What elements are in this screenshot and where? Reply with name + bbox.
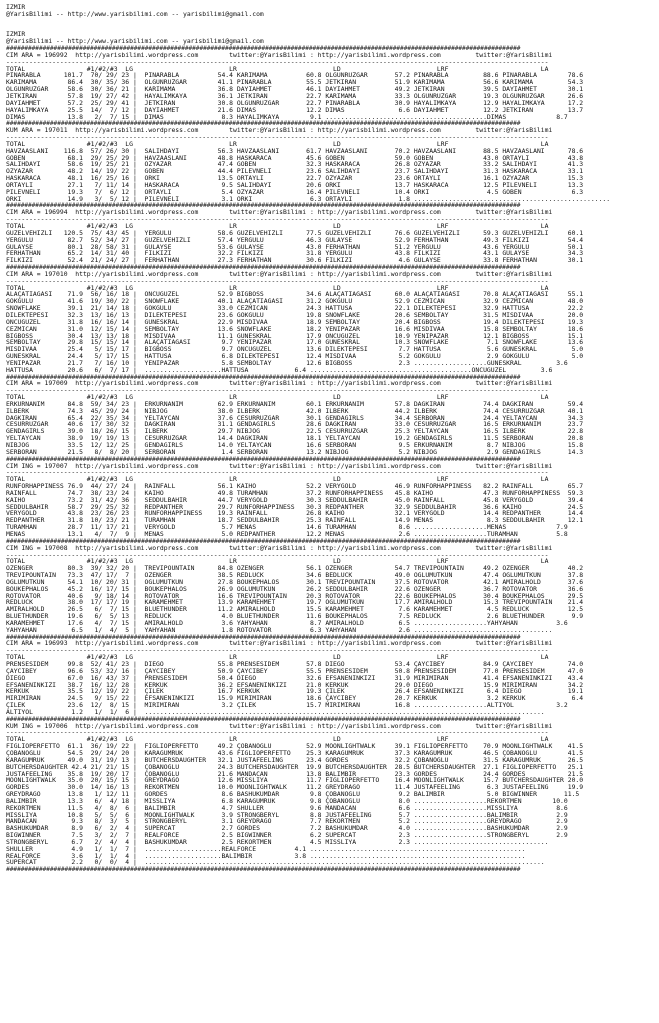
separator-line: #############################################################################################################################################: [6, 633, 521, 641]
race-header: KUM ING = 197006 http://yarisbilimi.wordpress.com twitter:@YarisBilimi : http://yarisbilimi.wordpress.com twitter:@YarisBilimi: [6, 722, 553, 730]
table-row: AMIRALHOLD 26.5 6/ 7/ 15 | BLUETHUNDER 11.2 AMIRALHOLD 15.5 KARAMEHMET 7.6 KARAMEHMET 4.5 REDLUCK 12.5: [6, 606, 584, 614]
table-row: GÖRDES 30.0 14/ 16/ 13 | REKORTMEN 10.0 MOONLIGHTWALK 11.2 GREYDRAGO 11.4 JUSTAFEELING 6.3 JUSTAFEELING 19.9: [6, 784, 584, 792]
table-row: KARAGÜMRÜK 49.0 31/ 19/ 13 | BUTCHERSDAUGHTER 32.1 JUSTAFEELING 23.4 GÖRDES 32.2 ÇOBANOGLU 31.5 KARAGÜMRÜK 26.5: [6, 756, 584, 764]
table-row: GREYDRAGO 13.8 1/ 12/ 11 | GÖRDES 8.6 BASHÜKÜMDAR 9.8 ÇOBANOGLU 9.2 BALIMBIR 5.0 BIGWINNER 11.5: [6, 791, 580, 798]
table-row: MIRIMIRAN 24.5 9/ 15/ 22 | EFSANENINKIZI 15.9 MIRIMIRAN 18.6 ÇAYCIBEY 20.7 KERKÜK 3.2 KERKÜK 6.4: [6, 695, 584, 703]
rule-line: ---------------------------------------------------------------------------------------------------------------------------------------------: [6, 134, 549, 141]
separator-line: #############################################################################################################################################: [6, 45, 521, 52]
race-header: CIM ARA = 196993 http://yarisbilimi.wordpress.com twitter:@YarisBilimi : http://yarisbilimi.wordpress.com twitter:@YarisBilimi: [6, 640, 553, 648]
table-row: FERHATHAN 65.2 14/ 31/ 40 | FILKIZI 32.2 FILKIZI 31.8 YERGÜLÜ 43.8 FILKIZI 43.1 GÜLAYSE 34.3: [6, 250, 584, 258]
table-row: MOONLIGHTWALK 35.0 20/ 15/ 15 | GREYDRAGO 12.6 MISSLIYA 11.7 FIGLIOPERFETTO 16.4 MOONLIGHTWALK 15.7 BUTCHERSDAUGHTER 20.0: [6, 777, 584, 785]
table-row: SERBORAN 21.5 8/ 8/ 20 | SERBORAN 1.4 SERBORAN 13.2 NIBJOG 5.2 NIBJOG 2.9 GENDAGIRLS 14.3: [6, 448, 584, 456]
table-row: BOUKEPHALOS 45.2 16/ 17/ 15 | BOUKEPHALOS 26.9 OGLUMUTKUN 26.2 SEDDÜLBAHIR 22.6 ÖZENGER 36.7 ROTOVATÖR 36.6: [6, 585, 584, 593]
city-title: IZMIR: [6, 4, 26, 11]
table-row: ILBERK 74.3 45/ 29/ 24 | NIBJOG 38.0 ILBERK 42.0 ILBERK 44.2 ILBERK 74.4 CESURRÜZGAR 40.1: [6, 407, 584, 415]
table-row: YERGÜLÜ 82.7 52/ 34/ 27 | GÜZELVEHIZLI 57.4 YERGÜLÜ 46.3 GÜLAYSE 52.9 FERHATHAN 49.3 FILKIZI 54.4: [6, 236, 584, 244]
race-section: [6, 456, 659, 538]
table-row: KARIMAMA 86.4 30/ 35/ 36 | OLGUNRÜZGAR 41.1 PINARABLA 55.5 JETKIRAN 51.9 KARIMAMA 56.6 KARIMAMA 54.3: [6, 79, 584, 87]
spacer: [6, 25, 659, 32]
race-section: [6, 716, 659, 867]
table-row: SNOWFLAKE 39.1 21/ 14/ 18 | GÖKGÜLÜ 33.0 CEZMICAN 24.3 HATTUSA 22.1 DILEKTEPESI 32.9 HATTUSA 22.2: [6, 305, 584, 312]
table-row: PRENSESIDEM 99.8 52/ 41/ 23 | DIEGO 55.8 PRENSESIDEM 57.8 DIEGO 53.4 ÇAYCIBEY 84.9 ÇAYCIBEY 74.0: [6, 661, 584, 668]
table-row: ÖZYAZAR 48.2 14/ 19/ 22 | GOBEN 44.4 PILEVNELI 23.6 SALIHDAYI 23.7 SALIHDAYI 31.3 HASKARACA 33.1: [6, 168, 584, 176]
table-row: ERKURNANIM 84.8 59/ 34/ 23 | ERKURNANIM 62.9 ERKURNANIM 60.1 ERKURNANIM 57.8 DAGKIRAN 74.4 DAGKIRAN 59.4: [6, 400, 584, 408]
table-row: JUSTAFEELING 35.8 19/ 20/ 17 | ÇOBANOGLU 21.6 MANDACAN 13.8 BALIMBIR 23.3 GÖRDES 24.4 GÖRDES 21.5: [6, 770, 584, 778]
table-row: ÇOBANOGLU 54.5 29/ 24/ 20 | KARAGÜMRÜK 43.6 FIGLIOPERFETTO 25.3 KARAGÜMRÜK 37.3 KARAGÜMRÜK 46.5 ÇOBANOGLU 41.5: [6, 749, 584, 757]
table-row: KAIHO 73.2 31/ 42/ 36 | SEDDÜLBAHIR 44.7 VERYGOLD 30.3 SEDDÜLBAHIR 45.0 RAINFALL 45.8 VERYGOLD 39.4: [6, 496, 584, 504]
credit-line: @YarisBilimi -- http://www.yarisbilimi.com -- yarisbilimi@gmail.com: [6, 10, 264, 18]
table-row: FIGLIOPERFETTO 61.1 36/ 19/ 22 | FIGLIOPERFETTO 49.2 ÇOBANOGLU 52.9 MOONLIGHTWALK 39.1 FIGLIOPERFETTO 70.9 MOONLIGHTWALK 41.5: [6, 743, 584, 750]
table-row: BALIMBIR 13.3 6/ 4/ 18 | MISSLIYA 6.8 KARAGÜMRÜK 9.8 ÇOBANOGLU 8.0 ...................REKORTMEN 10.0: [6, 797, 568, 805]
table-row: GÜNESKRAL 24.4 5/ 17/ 15 | HATTUSA 6.8 DILEKTEPESI 12.4 MISDIVAA 5.2 GÖKGÜLÜ 2.9 GÖKGÜLÜ 5.0: [6, 353, 584, 360]
column-header: TOTAL #1/#2/#3 LG LR LD LRF LA: [6, 140, 549, 148]
table-row: ORTAYLI 27.1 7/ 11/ 14 | HASKARACA 9.5 SALIHDAYI 20.6 ORKI 13.7 HASKARACA 12.5 PILEVNELI 13.3: [6, 181, 584, 189]
table-row: MENAS 13.1 4/ 7/ 9 | MENAS 5.0 REDPANTHER 12.2 MENAS 2.6 ...................TURAMHAN 5.8: [6, 530, 568, 538]
table-row: HAYALIMKAYA 25.5 14/ 7/ 12 | DAYIAHMET 21.6 DIMAS 12.2 DIMAS 6.6 DAYIAHMET 12.2 JETKIRAN 13.7: [6, 106, 584, 114]
table-row: BLUETHUNDER 19.6 6/ 5/ 13 | REDLUCK 4.0 BLUETHUNDER 11.6 BOUKEPHALOS 7.5 REDLUCK 2.6 BLUETHUNDER 9.9: [6, 613, 584, 620]
table-row: VERYGOLD 43.8 23/ 26/ 23 | RUNFORHAPPINESS 19.3 RAINFALL 26.8 KAIHO 32.1 VERYGOLD 14.4 REDPANTHER 14.4: [6, 510, 584, 518]
table-row: MISDIVAA 25.4 5/ 15/ 17 | BIGBOSS 9.7 ÖNCÜGÜZEL 13.6 DILEKTEPESI 7.7 HATTUSA 5.6 GÜNESKRAL 5.0: [6, 346, 584, 354]
city-title-repeat: IZMIR: [6, 31, 26, 39]
table-row: KARAMEHMET 17.6 4/ 7/ 15 | AMIRALHOLD 3.6 YAHYAHAN 8.7 AMIRALHOLD 6.5 ...................YAHYAHAN 3.6: [6, 619, 568, 627]
separator-line: #############################################################################################################################################: [6, 264, 521, 271]
table-row: ÖZENGER 80.3 39/ 32/ 20 | TREVIPOUNTAIN 84.8 ÖZENGER 56.1 ÖZENGER 54.7 TREVIPOUNTAIN 49.2 ÖZENGER 40.2: [6, 565, 584, 573]
column-header: TOTAL #1/#2/#3 LG LR LD LRF LA: [6, 558, 549, 566]
table-row: NIBJOG 33.5 12/ 12/ 25 | GENDAGIRLS 14.0 YELTAYCAN 16.6 SERBORAN 9.5 ERKURNANIM 8.7 NIBJOG 15.8: [6, 442, 584, 449]
table-row: KERKÜK 35.5 12/ 19/ 22 | ÇILEK 16.7 KERKÜK 19.3 ÇILEK 26.4 EFSANENINKIZI 6.4 DIEGO 19.1: [6, 688, 584, 696]
separator-line: #############################################################################################################################################: [6, 202, 521, 210]
table-row: HAVZAASLANI 116.8 57/ 26/ 30 | SALIHDAYI 56.3 HAVZAASLANI 61.7 HAVZAASLANI 70.2 HAVZAASLANI 88.5 HAVZAASLANI 78.6: [6, 147, 584, 155]
table-row: CESURRÜZGAR 40.6 17/ 30/ 32 | DAGKIRAN 31.1 GENDAGIRLS 28.6 DAGKIRAN 33.0 CESURRÜZGAR 16.5 ERKURNANIM 23.7: [6, 421, 584, 429]
table-row: RUNFORHAPPINESS 76.9 44/ 27/ 24 | RAINFALL 56.1 KAIHO 52.2 VERYGOLD 46.9 RUNFORHAPPINESS 82.2 RAINFALL 65.7: [6, 483, 584, 490]
race-section: [6, 264, 659, 374]
rule-line: ---------------------------------------------------------------------------------------------------------------------------------------------: [6, 277, 549, 285]
table-row: YENIPAZAR 21.7 7/ 16/ 10 | YENIPAZAR 5.8 SEMBOLTAY 12.6 BIGBOSS 2.3 ...................GÜNESKRAL 3.6: [6, 359, 568, 367]
race-header: CIM ING = 197008 http://yarisbilimi.wordpress.com twitter:@YarisBilimi : http://yarisbilimi.wordpress.com twitter:@YarisBilimi: [6, 544, 553, 552]
rule-line: ---------------------------------------------------------------------------------------------------------------------------------------------: [6, 387, 549, 395]
separator-line: #############################################################################################################################################: [6, 120, 521, 128]
table-row: ÇILEK 23.6 12/ 8/ 15 | MIRIMIRAN 3.2 ÇILEK 15.7 MIRIMIRAN 16.8 ...................ALTIYOL 3.2: [6, 702, 568, 709]
table-row: REDLUCK 38.0 17/ 17/ 19 | KARAMEHMET 13.9 KARAMEHMET 19.7 OGLUMUTKUN 17.7 AMIRALHOLD 15.3 TREVIPOUNTAIN 21.4: [6, 599, 584, 607]
separator-line: #############################################################################################################################################: [6, 373, 521, 381]
column-header: TOTAL #1/#2/#3 LG LR LD LRF LA: [6, 223, 549, 230]
table-row: GÜZELVEHIZLI 120.5 75/ 43/ 45 | YERGÜLÜ 58.6 GÜZELVEHIZLI 77.5 GÜZELVEHIZLI 76.6 GÜZELVEHIZLI 59.3 GÜZELVEHIZLI 60.1: [6, 229, 584, 237]
table-row: BIGWINNER 7.5 3/ 2/ 7 | REALFORCE 2.5 BIGWINNER 6.2 SUPERCAT 2.3 ...................STRONGBERYL 2.9: [6, 832, 568, 839]
race-header: CIM ARA = 197009 http://yarisbilimi.wordpress.com twitter:@YarisBilimi : http://yarisbilimi.wordpress.com twitter:@YarisBilimi: [6, 380, 553, 388]
table-row: OGLUMUTKUN 54.1 10/ 20/ 31 | OGLUMUTKUN 27.8 BOUKEPHALOS 30.1 TREVIPOUNTAIN 37.5 ROTOVATÖR 42.1 AMIRALHOLD 37.6: [6, 578, 584, 586]
table-row: REKORTMEN 11.5 4/ 8/ 6 | BALIMBIR 4.7 SHULLER 9.6 MANDACAN 6.6 ...................MISSLIYA 8.6: [6, 804, 568, 812]
table-row: PILEVNELI 19.3 7/ 6/ 12 | ORTAYLI 5.4 ÖZYAZAR 16.4 PILEVNELI 10.4 ORKI 4.5 GOBEN 6.3: [6, 188, 584, 196]
race-section: [6, 202, 659, 264]
race-section: [6, 538, 659, 634]
table-row: SHULLER 4.9 1/ 1/ 7 | ....................REALFORCE 4.1 ........................................................: [6, 845, 526, 853]
table-row: HATTUSA 20.6 6/ 7/ 17 | ....................HATTUSA 6.4 ..........................................ÖNCÜGÜZEL 3.6: [6, 366, 553, 374]
table-row: TURAMHAN 28.7 11/ 17/ 21 | VERYGOLD 5.7 MENAS 14.6 TURAMHAN 8.6 ...................MENAS 7.9: [6, 524, 568, 531]
table-row: ALTIYOL 1.2 1/ 1/ 6 | ........................................................................................................: [6, 708, 545, 716]
spacer: [6, 18, 659, 25]
column-header: TOTAL #1/#2/#3 LG LR LD LRF LA: [6, 736, 549, 744]
column-header: TOTAL #1/#2/#3 LG LR LD LRF LA: [6, 284, 549, 292]
column-header: TOTAL #1/#2/#3 LG LR LD LRF LA: [6, 65, 549, 73]
column-header: TOTAL #1/#2/#3 LG LR LD LRF LA: [6, 476, 549, 484]
table-row: DIMAS 13.8 2/ 7/ 15 | DIMAS 8.3 HAYALIMKAYA 9.1 ..........................................DIMAS 8.7: [6, 113, 568, 121]
table-row: BUTCHERSDAUGHTER 42.4 21/ 21/ 15 | ÇOBANOGLU 24.3 BUTCHERSDAUGHTER 19.9 BUTCHERSDAUGHTER 28.5 BUTCHERSDAUGHTER 27.1 FIGLIOPERFETTO 25.1: [6, 763, 584, 771]
table-row: MANDACAN 9.3 8/ 3/ 5 | STRONGBERYL 3.1 GREYDRAGO 7.7 REKORTMEN 5.2 ...................GREYDRAGO 2.9: [6, 818, 568, 826]
separator-line: #############################################################################################################################################: [6, 455, 521, 463]
table-row: GÖKGÜLÜ 41.6 19/ 30/ 22 | SNOWFLAKE 40.1 ALAÇATIAGASI 31.2 GÖKGÜLÜ 52.9 CEZMICAN 32.9 CEZMICAN 48.0: [6, 298, 584, 306]
table-row: STRONGBERYL 6.7 2/ 4/ 4 | BASHÜKÜMDAR 2.5 REKORTMEN 4.5 MISSLIYA 2.3 ...................................: [6, 838, 549, 846]
table-row: ALAÇATIAGASI 71.9 56/ 16/ 18 | ÖNCÜGÜZEL 52.9 BIGBOSS 34.6 ALAÇATIAGASI 60.0 ALAÇATIAGASI 70.8 ALAÇATIAGASI 55.1: [6, 291, 584, 299]
table-row: DILEKTEPESI 32.3 13/ 16/ 13 | DILEKTEPESI 23.6 GÖKGÜLÜ 19.8 SNOWFLAKE 20.6 SEMBOLTAY 31.5 MISDIVAA 20.0: [6, 311, 584, 319]
race-header: KUM ARA = 197011 http://yarisbilimi.wordpress.com twitter:@YarisBilimi : http://yarisbilimi.wordpress.com twitter:@YarisBilimi: [6, 127, 553, 135]
table-row: TREVIPOUNTAIN 73.3 47/ 17/ 7 | ÖZENGER 38.5 REDLUCK 34.6 BEDLUCK 49.0 OGLUMUTKUN 47.4 OGLUMUTKUN 37.8: [6, 572, 584, 579]
table-row: SUPERCAT 2.2 0/ 0/ 4 | ........................................................................................................: [6, 859, 545, 867]
race-section: [6, 45, 659, 120]
race-header: CIM ARA = 196992 http://yarisbilimi.wordpress.com twitter:@YarisBilimi : http://yarisbilimi.wordpress.com twitter:@YarisBilimi: [6, 51, 553, 59]
table-row: MISSLIYA 10.8 5/ 5/ 6 | MOONLIGHTWALK 3.9 STRONGBERYL 8.8 JUSTAFEELING 5.7 ...................BALIMBIR 2.9: [6, 811, 568, 819]
race-section: [6, 634, 659, 716]
race-header: CIM ARA = 196994 http://yarisbilimi.wordpress.com twitter:@YarisBilimi : http://yarisbilimi.wordpress.com twitter:@YarisBilimi: [6, 209, 553, 217]
table-row: ROTOVATÖR 40.6 9/ 18/ 14 | ROTOVATÖR 16.6 TREVIPOUNTAIN 20.3 ROTOVATÖR 22.6 BOUKEPHALOS 30.4 BOUKEPHALOS 29.5: [6, 592, 584, 600]
rule-line: ---------------------------------------------------------------------------------------------------------------------------------------------: [6, 551, 549, 559]
table-row: RAINFALL 74.7 38/ 23/ 24 | KAIHO 49.8 TURAMHAN 37.2 RUNFORHAPPINESS 45.8 KAIHO 47.3 RUNFORHAPPINESS 59.3: [6, 489, 584, 497]
separator-line: #############################################################################################################################################: [6, 866, 521, 874]
credit-line-repeat: @YarisBilimi -- http://www.yarisbilimi.com -- yarisbilimi@gmail.com: [6, 38, 264, 46]
race-section: [6, 120, 659, 202]
race-section: [6, 374, 659, 456]
table-row: GÜLAYSE 80.1 28/ 58/ 31 | GÜLAYSE 53.6 GÜLAYSE 43.0 FERHATHAN 51.2 YERGÜLÜ 43.6 YERGÜLÜ 50.1: [6, 243, 584, 251]
table-row: YAHYAHAN 6.5 1/ 4/ 5 | YAHYAHAN 1.8 ROTOVATÖR 6.3 YAHYAHAN 2.6 ....................................: [6, 626, 553, 634]
column-header: TOTAL #1/#2/#3 LG LR LD LRF LA: [6, 394, 549, 401]
rule-line: ---------------------------------------------------------------------------------------------------------------------------------------------: [6, 647, 549, 655]
table-row: REALFORCE 3.6 1/ 1/ 4 | ....................BALIMBIR 3.8 ........................................................: [6, 852, 526, 860]
rule-line: ---------------------------------------------------------------------------------------------------------------------------------------------: [6, 469, 549, 477]
table-row: ÖNCÜGÜZEL 31.8 16/ 16/ 14 | GÜNESKRAL 22.9 MISDIVAA 18.9 SEMBOLTAY 20.4 BIGBOSS 19.4 DILEKTEPESI 19.3: [6, 318, 584, 326]
table-row: SALIHDAYI 58.6 19/ 25/ 21 | ÖZYAZAR 47.4 GOBEN 32.3 HASKARACA 26.8 ÖZYAZAR 33.2 SALIHDAYI 41.3: [6, 161, 584, 169]
table-row: FILKIZI 52.4 21/ 24/ 27 | FERHATHAN 27.3 FERHATHAN 30.6 FILKIZI 4.6 GÜLAYSE 33.8 FERHATHAN 30.1: [6, 257, 584, 265]
table-row: ÇAYCIBEY 96.6 53/ 32/ 16 | ÇAYCIBEY 50.9 ÇAYCIBEY 55.5 PRENSESIDEM 50.8 PRENSESIDEM 77.0 PRENSESIDEM 47.0: [6, 667, 584, 675]
rule-line: ---------------------------------------------------------------------------------------------------------------------------------------------: [6, 216, 549, 223]
column-header: TOTAL #1/#2/#3 LG LR LD LRF LA: [6, 654, 549, 661]
table-row: YELTAYCAN 38.9 19/ 19/ 13 | CESURRÜZGAR 14.4 DAGKIRAN 18.1 YELTAYCAN 19.2 GENDAGIRLS 11.5 SERBORAN 20.8: [6, 435, 584, 442]
separator-line: #############################################################################################################################################: [6, 537, 521, 545]
table-row: PINARABLA 101.7 70/ 29/ 23 | PINARABLA 54.4 KARIMAMA 60.8 OLGUNRÜZGAR 57.2 PINARABLA 88.6 PINARABLA 78.6: [6, 72, 584, 80]
table-row: SEDDÜLBAHIR 58.7 29/ 25/ 32 | REDPANTHER 29.7 RUNFORHAPPINESS 30.3 REDPANTHER 32.9 SEDDÜLBAHIR 36.6 KAIHO 24.5: [6, 503, 584, 511]
table-row: EFSANENINKIZI 38.7 16/ 12/ 28 | KERKÜK 36.2 EFSANENINKIZI 21.0 KERKÜK 29.0 DIEGO 15.9 MIRIMIRAN 34.2: [6, 681, 584, 689]
race-header: CIM ARA = 197010 http://yarisbilimi.wordpress.com twitter:@YarisBilimi : http://yarisbilimi.wordpress.com twitter:@YarisBilimi: [6, 270, 553, 278]
table-row: OLGUNRÜZGAR 58.6 30/ 36/ 21 | KARIMAMA 36.8 DAYIAHMET 46.1 DAYIAHMET 49.2 JETKIRAN 39.5 DAYIAHMET 30.1: [6, 86, 584, 93]
race-sections: [6, 45, 659, 873]
table-row: BIGBOSS 30.4 13/ 13/ 18 | MISDIVAA 11.1 GÜNESKRAL 17.9 ÖNCÜGÜZEL 10.9 YENIPAZAR 12.1 BIGBOSS 15.1: [6, 332, 584, 340]
table-row: BASHÜKÜMDAR 8.9 6/ 2/ 4 | SUPERCAT 2.7 GÖRDES 7.2 BASHÜKÜMDAR 4.0 ...................BASHÜKÜMDAR 2.9: [6, 825, 568, 833]
table-row: DAYIAHMET 57.2 25/ 29/ 41 | JETKIRAN 30.8 OLGUNRÜZGAR 22.7 PINARABLA 30.9 HAYALIMKAYA 12.9 HAYALIMKAYA 17.2: [6, 99, 584, 107]
table-row: ORKI 14.9 3/ 5/ 12 | PILEVNELI 3.1 ORKI 6.3 ORTAYLI 1.8 ...................................................: [6, 195, 611, 203]
table-row: DAGKIRAN 65.4 22/ 35/ 34 | YELTAYCAN 37.6 CESURRÜZGAR 30.1 GENDAGIRLS 34.4 SERBORAN 24.4 YELTAYCAN 34.3: [6, 414, 584, 422]
rule-line: ---------------------------------------------------------------------------------------------------------------------------------------------: [6, 58, 549, 66]
table-row: DIEGO 67.0 16/ 43/ 37 | PRENSESIDEM 50.4 DIEGO 32.6 EFSANENINKIZI 31.9 MIRIMIRAN 41.4 EFSANENINKIZI 43.4: [6, 674, 584, 682]
table-row: SEMBOLTAY 29.8 15/ 15/ 14 | ALAÇATIAGASI 9.7 YENIPAZAR 17.0 GÜNESKRAL 10.3 SNOWFLAKE 7.1 SNOWFLAKE 13.6: [6, 339, 584, 347]
race-header: CIM ING = 197007 http://yarisbilimi.wordpress.com twitter:@YarisBilimi : http://yarisbilimi.wordpress.com twitter:@YarisBilimi: [6, 462, 553, 470]
table-row: GENDAGIRLS 39.0 18/ 26/ 15 | ILBERK 29.7 NIBJOG 22.5 CESURRÜZGAR 25.3 YELTAYCAN 16.5 ILBERK 22.8: [6, 428, 584, 436]
table-row: JETKIRAN 57.8 19/ 27/ 42 | HAYALIMKAYA 36.1 JETKIRAN 22.7 KARIMAMA 33.3 OLGUNRÜZGAR 19.3 OLGUNRÜZGAR 26.6: [6, 92, 584, 100]
separator-line: #############################################################################################################################################: [6, 715, 521, 723]
table-row: GOBEN 68.1 29/ 25/ 29 | HAVZAASLANI 48.8 HASKARACA 45.6 GOBEN 59.0 GOBEN 43.0 ORTAYLI 43.8: [6, 154, 584, 162]
rule-line: ---------------------------------------------------------------------------------------------------------------------------------------------: [6, 729, 549, 737]
table-row: HASKARACA 48.1 16/ 25/ 16 | ORKI 13.5 ORTAYLI 22.7 ÖZYAZAR 23.6 ORTAYLI 16.1 ÖZYAZAR 15.3: [6, 175, 584, 182]
table-row: CEZMICAN 31.0 12/ 15/ 14 | SEMBOLTAY 13.6 SNOWFLAKE 18.2 YENIPAZAR 16.6 MISDIVAA 15.8 SEMBOLTAY 18.6: [6, 325, 584, 333]
table-row: REDPANTHER 31.8 10/ 23/ 21 | TURAMHAN 18.7 SEDDÜLBAHIR 25.3 RAINFALL 14.9 MENAS 8.3 SEDDÜLBAHIR 12.1: [6, 517, 584, 525]
